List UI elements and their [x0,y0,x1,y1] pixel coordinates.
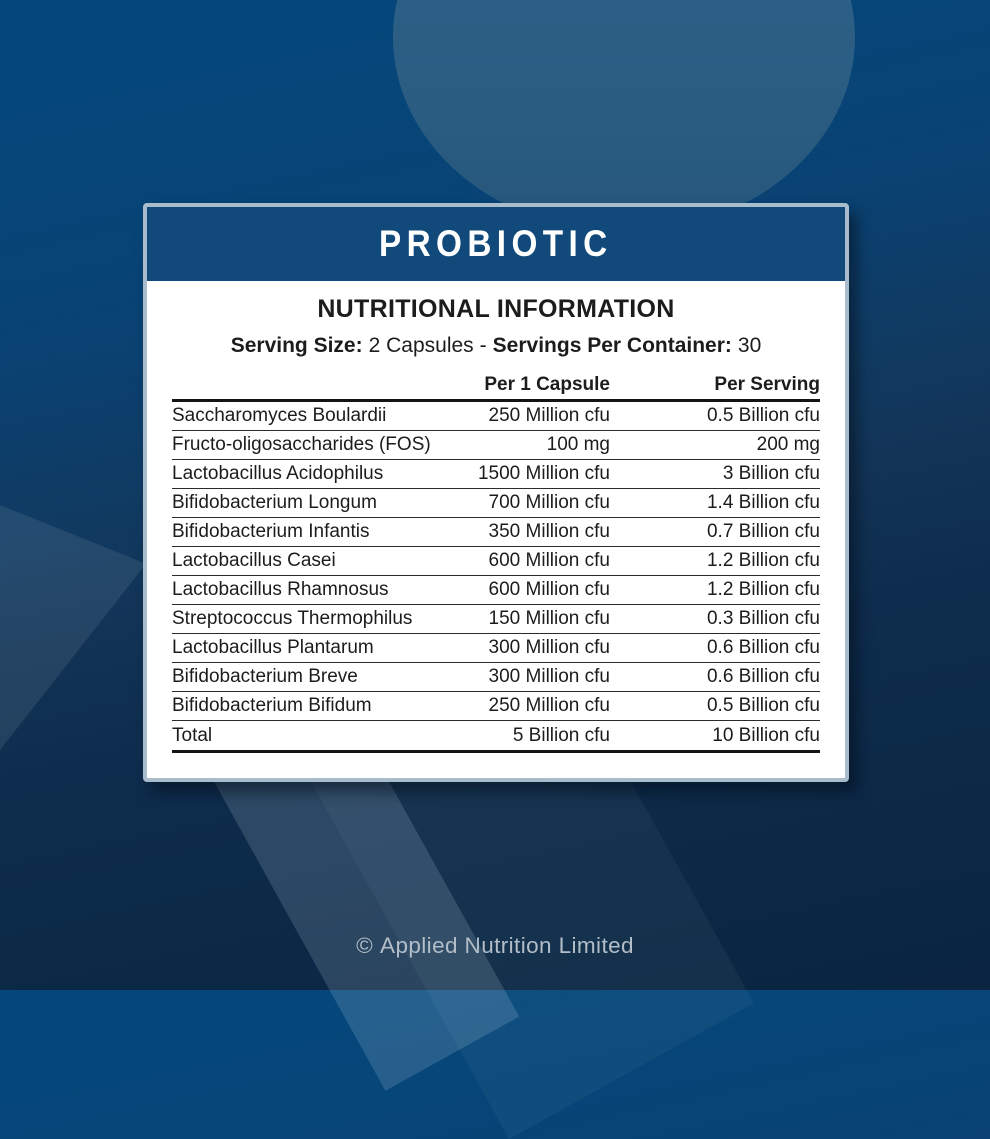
product-title-bar [147,207,845,281]
per-serving-value: 1.2 Billion cfu [706,579,820,600]
table-row [172,518,820,547]
per-capsule-value: 250 Million cfu [488,695,610,716]
ingredient-name: Bifidobacterium Longum [172,492,377,513]
ingredient-name: Streptococcus Thermophilus [172,608,413,629]
serving-info [172,333,820,359]
per-serving-value: 0.7 Billion cfu [706,521,820,542]
table-row [172,576,820,605]
ingredient-name: Saccharomyces Boulardii [172,405,387,426]
per-capsule-value: 100 mg [546,434,610,455]
table-row [172,663,820,692]
per-capsule-value: 350 Million cfu [488,521,610,542]
per-serving-value: 3 Billion cfu [722,463,820,484]
total-label: Total [172,724,213,746]
servings-per-container-value: 30 [737,334,762,357]
ingredient-name: Bifidobacterium Bifidum [172,695,372,716]
nutrition-table [172,371,820,753]
table-row [172,460,820,489]
per-serving-value: 0.5 Billion cfu [706,405,820,426]
per-serving-value: 1.2 Billion cfu [706,550,820,571]
table-row [172,547,820,576]
per-serving-value: 10 Billion cfu [712,724,820,746]
per-serving-value: 0.3 Billion cfu [706,608,820,629]
product-title: PROBIOTIC [379,223,613,264]
nutrition-panel [147,294,845,753]
serving-size-value: 2 Capsules [368,334,474,357]
per-serving-value: 200 mg [756,434,820,455]
ingredient-name: Lactobacillus Rhamnosus [172,579,389,600]
per-serving-value: 0.6 Billion cfu [706,666,820,687]
per-capsule-value: 5 Billion cfu [512,724,610,746]
copyright-line [0,933,990,959]
per-capsule-value: 300 Million cfu [488,666,610,687]
table-row [172,692,820,721]
ingredient-name: Bifidobacterium Infantis [172,521,370,542]
table-row-total [172,721,820,753]
table-row [172,634,820,663]
table-row [172,489,820,518]
nutrition-label-card [143,203,849,782]
servings-per-container-label: Servings Per Container: [492,334,732,357]
table-row [172,431,820,460]
col-header-per-capsule: Per 1 Capsule [484,374,610,395]
per-serving-value: 0.5 Billion cfu [706,695,820,716]
per-serving-value: 1.4 Billion cfu [706,492,820,513]
table-row [172,402,820,431]
per-capsule-value: 700 Million cfu [488,492,610,513]
per-serving-value: 0.6 Billion cfu [706,637,820,658]
serving-separator: - [479,334,487,357]
ingredient-name: Lactobacillus Plantarum [172,637,374,658]
copyright-text: Applied Nutrition Limited [380,933,634,958]
per-capsule-value: 150 Million cfu [488,608,610,629]
per-capsule-value: 300 Million cfu [488,637,610,658]
per-capsule-value: 600 Million cfu [488,579,610,600]
background-curve-shape [393,0,855,232]
section-title: NUTRITIONAL INFORMATION [317,295,675,323]
per-capsule-value: 250 Million cfu [488,405,610,426]
ingredient-name: Lactobacillus Casei [172,550,336,571]
copyright-icon: © [356,933,374,958]
ingredient-name: Bifidobacterium Breve [172,666,358,687]
serving-size-label: Serving Size: [230,334,363,357]
col-header-per-serving: Per Serving [714,374,820,395]
table-row [172,605,820,634]
per-capsule-value: 600 Million cfu [488,550,610,571]
ingredient-name: Fructo-oligosaccharides (FOS) [172,434,431,455]
ingredient-name: Lactobacillus Acidophilus [172,463,384,484]
table-header-row [172,371,820,402]
background-diagonal-triangle [0,505,146,750]
per-capsule-value: 1500 Million cfu [477,463,610,484]
